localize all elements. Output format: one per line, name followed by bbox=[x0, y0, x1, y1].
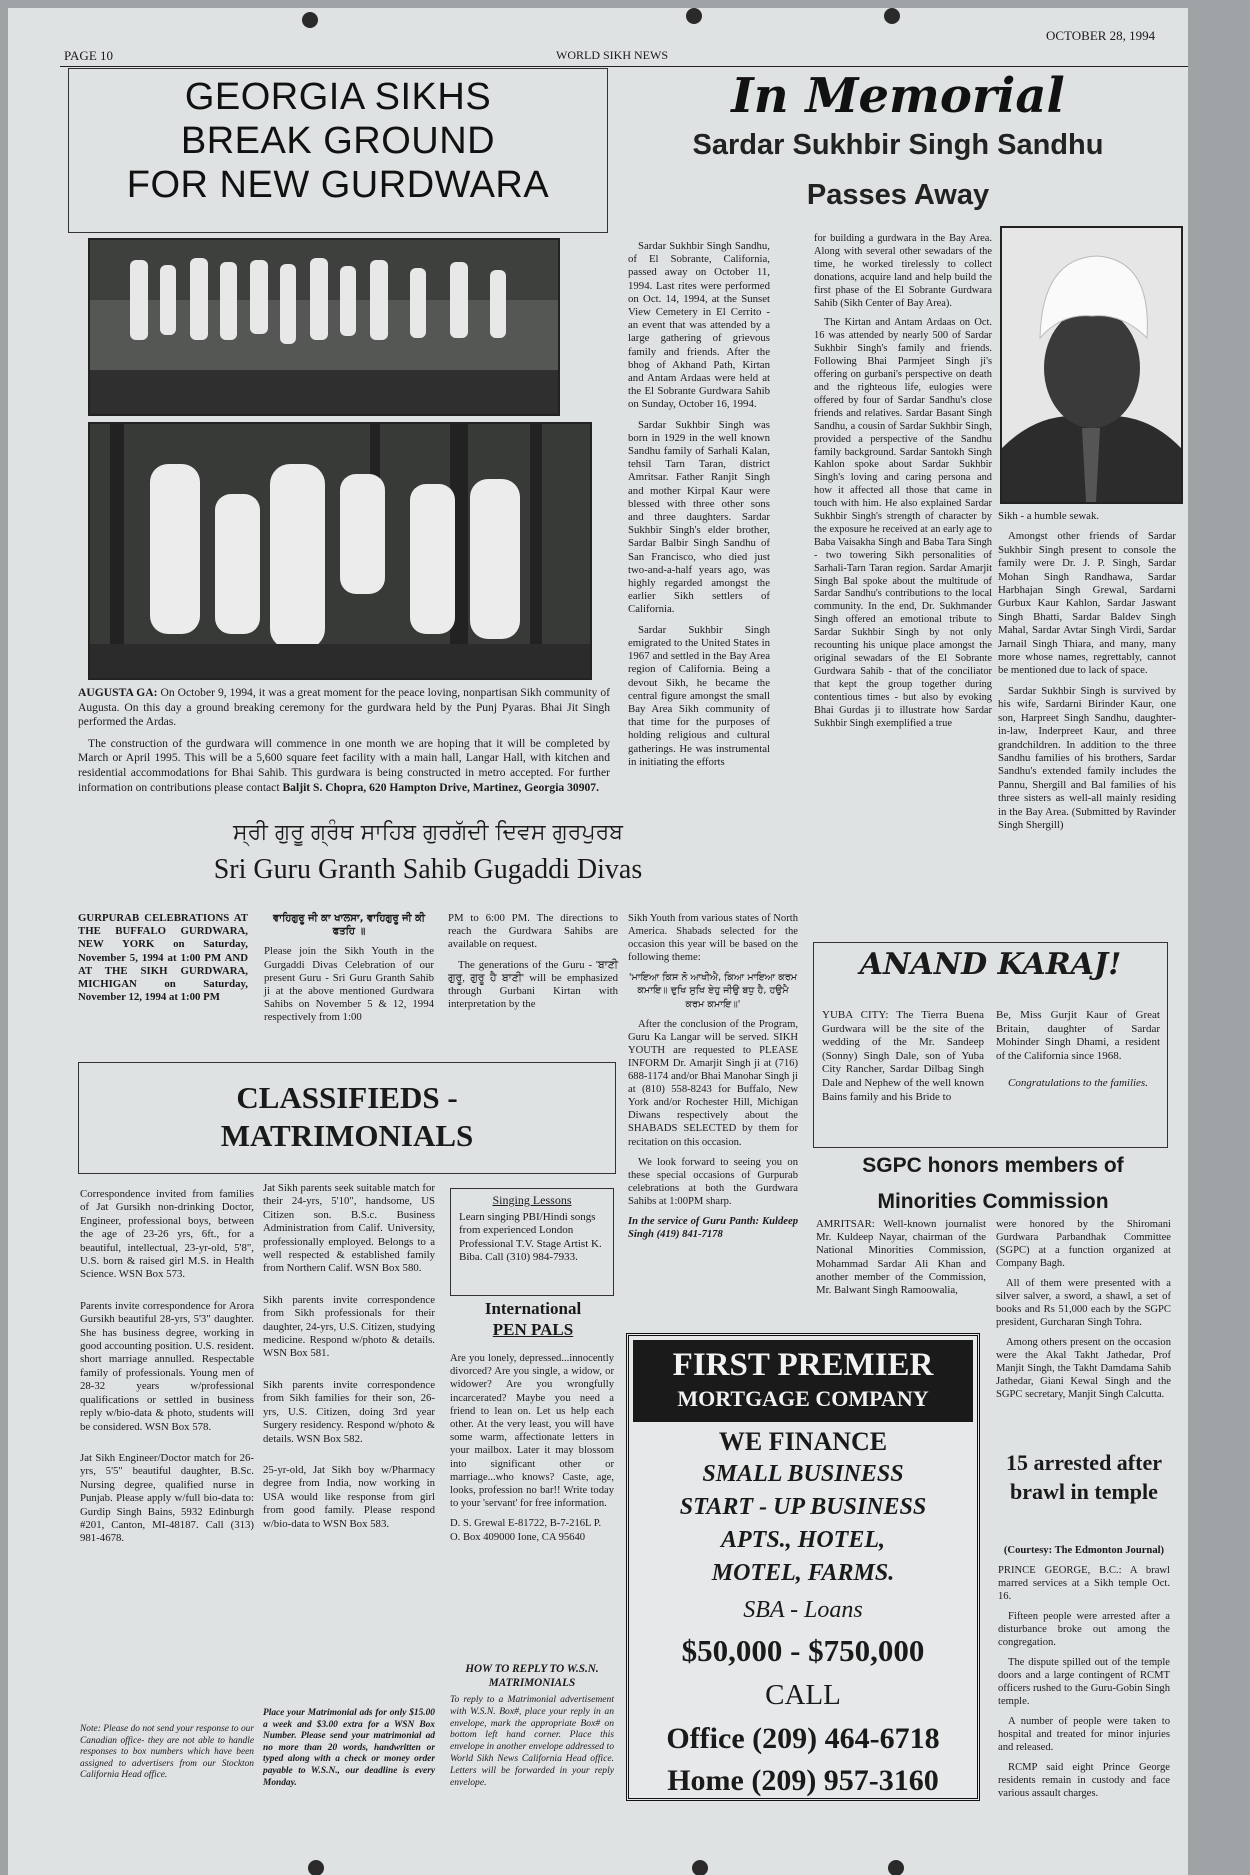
memorial-kicker: In Memorial bbox=[731, 68, 1065, 124]
page-number: PAGE 10 bbox=[64, 48, 114, 63]
binder-hole bbox=[302, 12, 318, 28]
arrested-headline: 15 arrested after brawl in temple bbox=[1006, 1450, 1162, 1504]
sgpc-headline: SGPC honors members of Minorities Commission bbox=[862, 1154, 1124, 1213]
anand-karaj-column-2: Be, Miss Gurjit Kaur of Great Britain, daughter of Sardar Mohinder Singh Dhami, a resident of the California since 1968. Congratulations to the families. bbox=[996, 1009, 1160, 1090]
gugaddi-headline: Sri Guru Granth Sahib Gugaddi Divas bbox=[213, 854, 643, 885]
singing-lessons-text: Learn singing PBI/Hindi songs from experienced London Professional T.V. Stage Artist K. Biba. Call (310) 984-7933. bbox=[459, 1211, 602, 1264]
pen-pals-title: International PEN PALS bbox=[484, 1299, 582, 1339]
georgia-headline: GEORGIA SIKHS BREAK GROUND FOR NEW GURDWARA bbox=[126, 76, 550, 206]
portrait-image bbox=[1002, 228, 1181, 502]
gugaddi-column-3: PM to 6:00 PM. The directions to reach the Gurdwara Sahibs are available on request. The generations of the Guru - 'ਬਾਣੀ ਗੁਰੂ, ਗੁਰੂ ਹੈ ਬਾਣੀ' will be emphasized through Gurbani Kirtan with interpretation by the bbox=[448, 912, 618, 1011]
pen-pals-text: Are you lonely, depressed...innocently divorced? Are you single, a widow, or widower? Are you wrongfully incarcerated? Maybe you need a friend to lean on. Let us help each other. At the very least, you will have some warm, affectionate letters in your mailbox. Later it may blossom into significant other or marriage...who knows? Caste, age, looks, profession no bar!! Write today to your 'servant' for free information. D. S. Grewal E-81722, B-7-216L P. O. Box 409000 Ione, CA 95640 bbox=[450, 1353, 614, 1543]
classifieds-note-canada: Note: Please do not send your response to our Canadian office- they are not able to handle responses to box numbers which have been assigned to advertisers from our Stockton California Head office. bbox=[80, 1724, 254, 1781]
memorial-column-1: Sardar Sukhbir Singh Sandhu, of El Sobrante, California, passed away on October 11, 1994. Last rites were performed on Oct. 14, 1994, at the Sunset View Cemetery in El Cerrito - an event that was attended by a large gathering of grievous family and friends. After the bhog of Akhand Path, Kirtan and Antam Ardaas were held at the El Sobrante Gurdwara Sahib on Sunday, October 16, 1994. Sardar Sukhbir Singh was born in 1929 in the well known Sandhu family of Sarhali Kalan, tehsil Tarn Taran, district Amritsar. Father Ranjit Singh and mother Kirpal Kaur were blessed with three other sons and three daughters. Sardar Sukhbir Singh's elder brother, Sardar Balbir Singh Sandhu of San Francisco, who died just two-and-a-half years ago, was highly regarded amongst the earlier Sikh settlers of California. Sardar Sukhbir Singh emigrated to the United States in 1967 and settled in the Bay Area region of California. Being a devout Sikh, he became the central figure amongst the small Bay Area Sikh community of that time for the purposes of holding religious and cultural gatherings. He was instrumental in initiating the efforts bbox=[628, 240, 770, 768]
memorial-column-3: Sikh - a humble sewak. Amongst other friends of Sardar Sukhbir Singh present to console the family were Dr. J. P. Singh, Sardar Mohan Singh Randhawa, Sardar Harbhajan Singh Grewal, Sardarni Gurbux Kaur Kahlon, Sardar Jaswant Singh Bhatti, Sardar Baldev Singh Mahal, Sardar Avtar Singh Virdi, Sardar Jarnail Singh Thiara, and many, many more whose names, regrettably, cannot be mentioned due to lack of space. Sardar Sukhbir Singh is survived by his wife, Sardarni Birinder Kaur, one son, Harpreet Singh Sandhu, daughter-in-law, Inderpreet Kaur, and three grandchildren. In addition to the three Sandhu families of his brothers, Sardar Sandhu's extended family includes the Pannu, Shergill and Bal families of his three sisters as well-all mainly residing in the Bay Area. (Submitted by Ravinder Singh Shergill) bbox=[998, 510, 1176, 831]
newspaper-page bbox=[8, 8, 1188, 1875]
masthead: WORLD SIKH NEWS bbox=[556, 48, 668, 62]
classifieds-column-1: Correspondence invited from families of Jat Gursikh non-drinking Doctor, Engineer, professional boys, between the age of 23-26 yrs, 6ft., for a beautiful, intellectual, 23-yr-old, 5'8", U.S. born & raised girl M.S. in Health Science. WSN Box 573. Parents invite correspondence for Arora Gursikh beautiful 28-yrs, 5'3" daughter. She has business degree, working in good accounting position. U.S. resident. short marriage annulled. Respectable family of professionals. Young men of 28-32 years w/professional qualifications or settled in business reply w/bio-data & photo, students will be considered. WSN Box 578. Jat Sikh Engineer/Doctor match for 26-yrs, 5'5" beautiful daughter, B.Sc. Nursing degree, qualified nurse in Punjab. Please apply w/full bio-data to: Gurdip Singh Bains, 5932 Edinburgh #201, Canton, MI-48187. Call (313) 981-4678. bbox=[80, 1188, 254, 1545]
memorial-headline: Sardar Sukhbir Singh Sandhu bbox=[692, 129, 1104, 161]
binder-hole bbox=[884, 8, 900, 24]
anand-karaj-congrats: Congratulations to the families. bbox=[1008, 1077, 1148, 1090]
gugaddi-column-1: GURPURAB CELEBRATIONS AT THE BUFFALO GURDWARA, NEW YORK on Saturday, November 5, 1994 at 1:00 PM AND AT THE SIKH GURDWARA, MICHIGAN on Saturday, November 12, 1994 at 1:00 PM bbox=[78, 912, 248, 1004]
ceremony-photo-image bbox=[90, 240, 560, 416]
sgpc-column-2: were honored by the Shiromani Gurdwara Parbandhak Committee (SGPC) at a function organized at Company Bagh. All of them were presented with a silver salver, a sword, a shawl, a set of books and Rs 51,000 each by the SGPC president, Gurcharan Singh Tohra. Among others present on the occasion were the Akal Takht Jathedar, Prof Manjit Singh, the Takht Damdama Sahib Jathedar, Giani Kewal Singh and the SGPC secretary, Manjit Singh Calcutta. bbox=[996, 1219, 1171, 1400]
classifieds-headline: CLASSIFIEDS - MATRIMONIALS bbox=[220, 1080, 474, 1153]
reply-instructions-title: HOW TO REPLY TO W.S.N. MATRIMONIALS bbox=[465, 1663, 599, 1689]
ceremony-photo-bottom bbox=[88, 422, 592, 680]
mortgage-ad-body: WE FINANCE SMALL BUSINESS START - UP BUSINESS APTS., HOTEL, MOTEL, FARMS. SBA - Loans $50,000 - $750,000 CALL Office (209) 464-6718 Home (209) 957-3160 bbox=[666, 1427, 940, 1797]
binder-hole bbox=[686, 8, 702, 24]
georgia-headline-box bbox=[68, 68, 608, 233]
singing-lessons-box bbox=[450, 1188, 614, 1296]
mortgage-ad-banner: FIRST PREMIER MORTGAGE COMPANY bbox=[633, 1340, 973, 1422]
anand-karaj-headline: ANAND KARAJ! bbox=[859, 947, 1122, 982]
reply-instructions-text: To reply to a Matrimonial advertisement with W.S.N. Box#, place your reply in an envelope, mark the appropriate Box# on bottom left hand corner. Place this envelope in another envelope addressed to World Sikh News California Head office. Letters will be forwarded in your reply envelope. bbox=[450, 1694, 614, 1788]
mortgage-ad bbox=[626, 1333, 980, 1801]
classifieds-headline-box bbox=[78, 1062, 616, 1174]
header-rule bbox=[60, 66, 1188, 67]
groundbreaking-photo-image bbox=[90, 424, 592, 680]
memorial-column-2: for building a gurdwara in the Bay Area. Along with several other sewadars of the time, he worked tirelessly to collect donations, acquire land and help build the first phase of the El Sobrante Gurdwara Sahib (Sikh Center of Bay Area). The Kirtan and Antam Ardaas on Oct. 16 was attended by nearly 500 of Sardar Sukhbir Singh's family and friends. Following Bhai Parmjeet Singh ji's offering on gurbani's perspective on death and the righteous life, eulogies were offered by four of Sardar Sandhu's close friends and relatives. Sardar Basant Singh Sandhu, a cousin of Sardar Sukhbir Singh, provided a perspective of the Sandhu family background. Sardar Santokh Singh Kahlon spoke about Sardar Sukhbir Singh's loving and caring persona and how it affected all those that came in touch with him. He also explained Sardar Sukhbir Singh's strength of character by the exposure he received at an early age to Baba Vaisakha Singh and Baba Tara Singh - two towering Sikh personalities of Sarhali-Tarn Taran region. Sardar Amarjit Singh Bal spoke about the multitude of Sardar Sandhu's contributions to the local community. In the end, Dr. Sukhmander Singh offered an emotional tribute to Sardar Sukhbir Singh by not only recounting his unique place amongst the original sewadars of the El Sobrante Gurdwara Sahib - that of the conciliator that kept the group together during contentious times - but also by evoking Bhai Gurdas ji to illustrate how Sardar Sukhbir Singh exemplified a true bbox=[814, 233, 992, 729]
gugaddi-column-2: ਵਾਹਿਗੁਰੂ ਜੀ ਕਾ ਖਾਲਸਾ, ਵਾਹਿਗੁਰੂ ਜੀ ਕੀ ਫਤਹਿ ॥ Please join the Sikh Youth in the Gurgaddi Divas Celebration of our present Guru - Sri Guru Granth Sahib ji at the above mentioned Gurdwara Sahibs on November 5 & 12, 1994 respectively from 1:00 bbox=[264, 913, 434, 1024]
gugaddi-column-4: Sikh Youth from various states of North America. Shabads selected for the occasion this year will be based on the following theme: 'ਮਾਇਆ ਕਿਸ ਨੋ ਆਖੀਐ, ਕਿਆ ਮਾਇਆ ਕਰਮ ਕਮਾਇ॥ ਦੁਖਿ ਸੁਖਿ ਏਹੁ ਜੀਉ ਬਧੁ ਹੈ, ਹਉਮੈ ਕਰਮ ਕਮਾਇ॥' After the conclusion of the Program, Guru Ka Langar will be served. SIKH YOUTH are requested to PLEASE INFORM Dr. Amarjit Singh ji at (716) 688-1174 and/or Bhai Manohar Singh ji at (810) 558-8243 for Buffalo, New York and/or Rochester Hill, Michigan Diwans respectively about the SHABADS SELECTED by them for recitation on this occasion. We look forward to seeing you on these special occasions of Gurpurab celebrations at both the Gurdwara Sahibs at 1:00PM sharp. In the service of Guru Panth: Kuldeep Singh (419) 841-7178 bbox=[628, 913, 798, 1241]
issue-date: OCTOBER 28, 1994 bbox=[1046, 28, 1156, 43]
sandhu-portrait bbox=[1000, 226, 1183, 504]
classifieds-note-pricing: Place your Matrimonial ads for only $15.00 a week and $3.00 extra for a WSN Box Number. Please send your matrimonial ad no more than 20 words, handwritten or typed along with a check or money order payable to W.S.N., our deadline is every Monday. bbox=[263, 1708, 435, 1788]
singing-lessons-title: Singing Lessons bbox=[492, 1193, 572, 1207]
ceremony-photo-top bbox=[88, 238, 560, 416]
binder-hole bbox=[308, 1860, 324, 1875]
binder-hole bbox=[692, 1860, 708, 1875]
memorial-subheadline: Passes Away bbox=[806, 179, 990, 211]
gugaddi-gurmukhi-title: ਸ੍ਰੀ ਗੁਰੂ ਗ੍ਰੰਥ ਸਾਹਿਬ ਗੁਰਗੱਦੀ ਦਿਵਸ ਗੁਰਪੁਰਬ bbox=[232, 820, 624, 845]
georgia-caption: AUGUSTA GA: On October 9, 1994, it was a great moment for the peace loving, nonpartisan Sikh community of Augusta. On this day a ground breaking ceremony for the gurdwara held by the Punj Pyaras. Bhai Jit Singh performed the Ardas. The construction of the gurdwara will commence in one month we are hoping that it will be completed by March or April 1995. This will be a 5,600 square feet facility with a main hall, Langar Hall, with kitchen and residential accommodations for Bhai Sahib. This gurdwara is being constructed in metro accepted. For further information on contributions please contact Baljit S. Chopra, 620 Hampton Drive, Martinez, Georgia 30907. bbox=[78, 686, 611, 794]
anand-karaj-column-1: YUBA CITY: The Tierra Buena Gurdwara will be the site of the wedding of the Mr. Sandeep (Sonny) Singh Dale, son of Yuba City Rancher, Sardar Dilbag Singh Dale and Nephew of the well known Bains family and his Bride to bbox=[822, 1009, 984, 1103]
arrested-article: (Courtesy: The Edmonton Journal) PRINCE GEORGE, B.C.: A brawl marred services at a Sikh temple Oct. 16. Fifteen people were arrested after a disturbance broke out among the congregation. The dispute spilled out of the temple doors and a large contingent of RCMT officers rushed to the Guru-Gobin Singh temple. A number of people were taken to hospital and treated for minor injuries and released. RCMP said eight Prince George residents remain in custody and face various assault charges. bbox=[998, 1545, 1170, 1799]
classifieds-column-2: Jat Sikh parents seek suitable match for their 24-yrs, 5'10", handsome, US Citizen son. B.S.c. Business Administration from Calif. University, professionally employed. Belongs to a well respected & established family from Northern Calif. WSN Box 580. Sikh parents invite correspondence from Sikh professionals for their daughter, 24-yrs, U.S. Citizen, studying medicine. Respond w/photo & details. WSN Box 581. Sikh parents invite correspondence from Sikh families for their son, 26-yrs, U.S. Citizen, doing 3rd year Surgery residency. Respond w/photo & details. WSN Box 582. 25-yr-old, Jat Sikh boy w/Pharmacy degree from India, now working in USA would like response from girl from good family. Please respond w/bio-data to WSN Box 583. bbox=[263, 1182, 435, 1530]
binder-hole bbox=[888, 1860, 904, 1875]
sgpc-column-1: AMRITSAR: Well-known journalist Mr. Kuldeep Nayar, chairman of the National Minorities Commission, Mohammad Sardar Ali Khan and another member of the Commission, Mr. Balwant Singh Ramoowalia, bbox=[816, 1218, 986, 1297]
anand-karaj-box bbox=[813, 942, 1168, 1148]
